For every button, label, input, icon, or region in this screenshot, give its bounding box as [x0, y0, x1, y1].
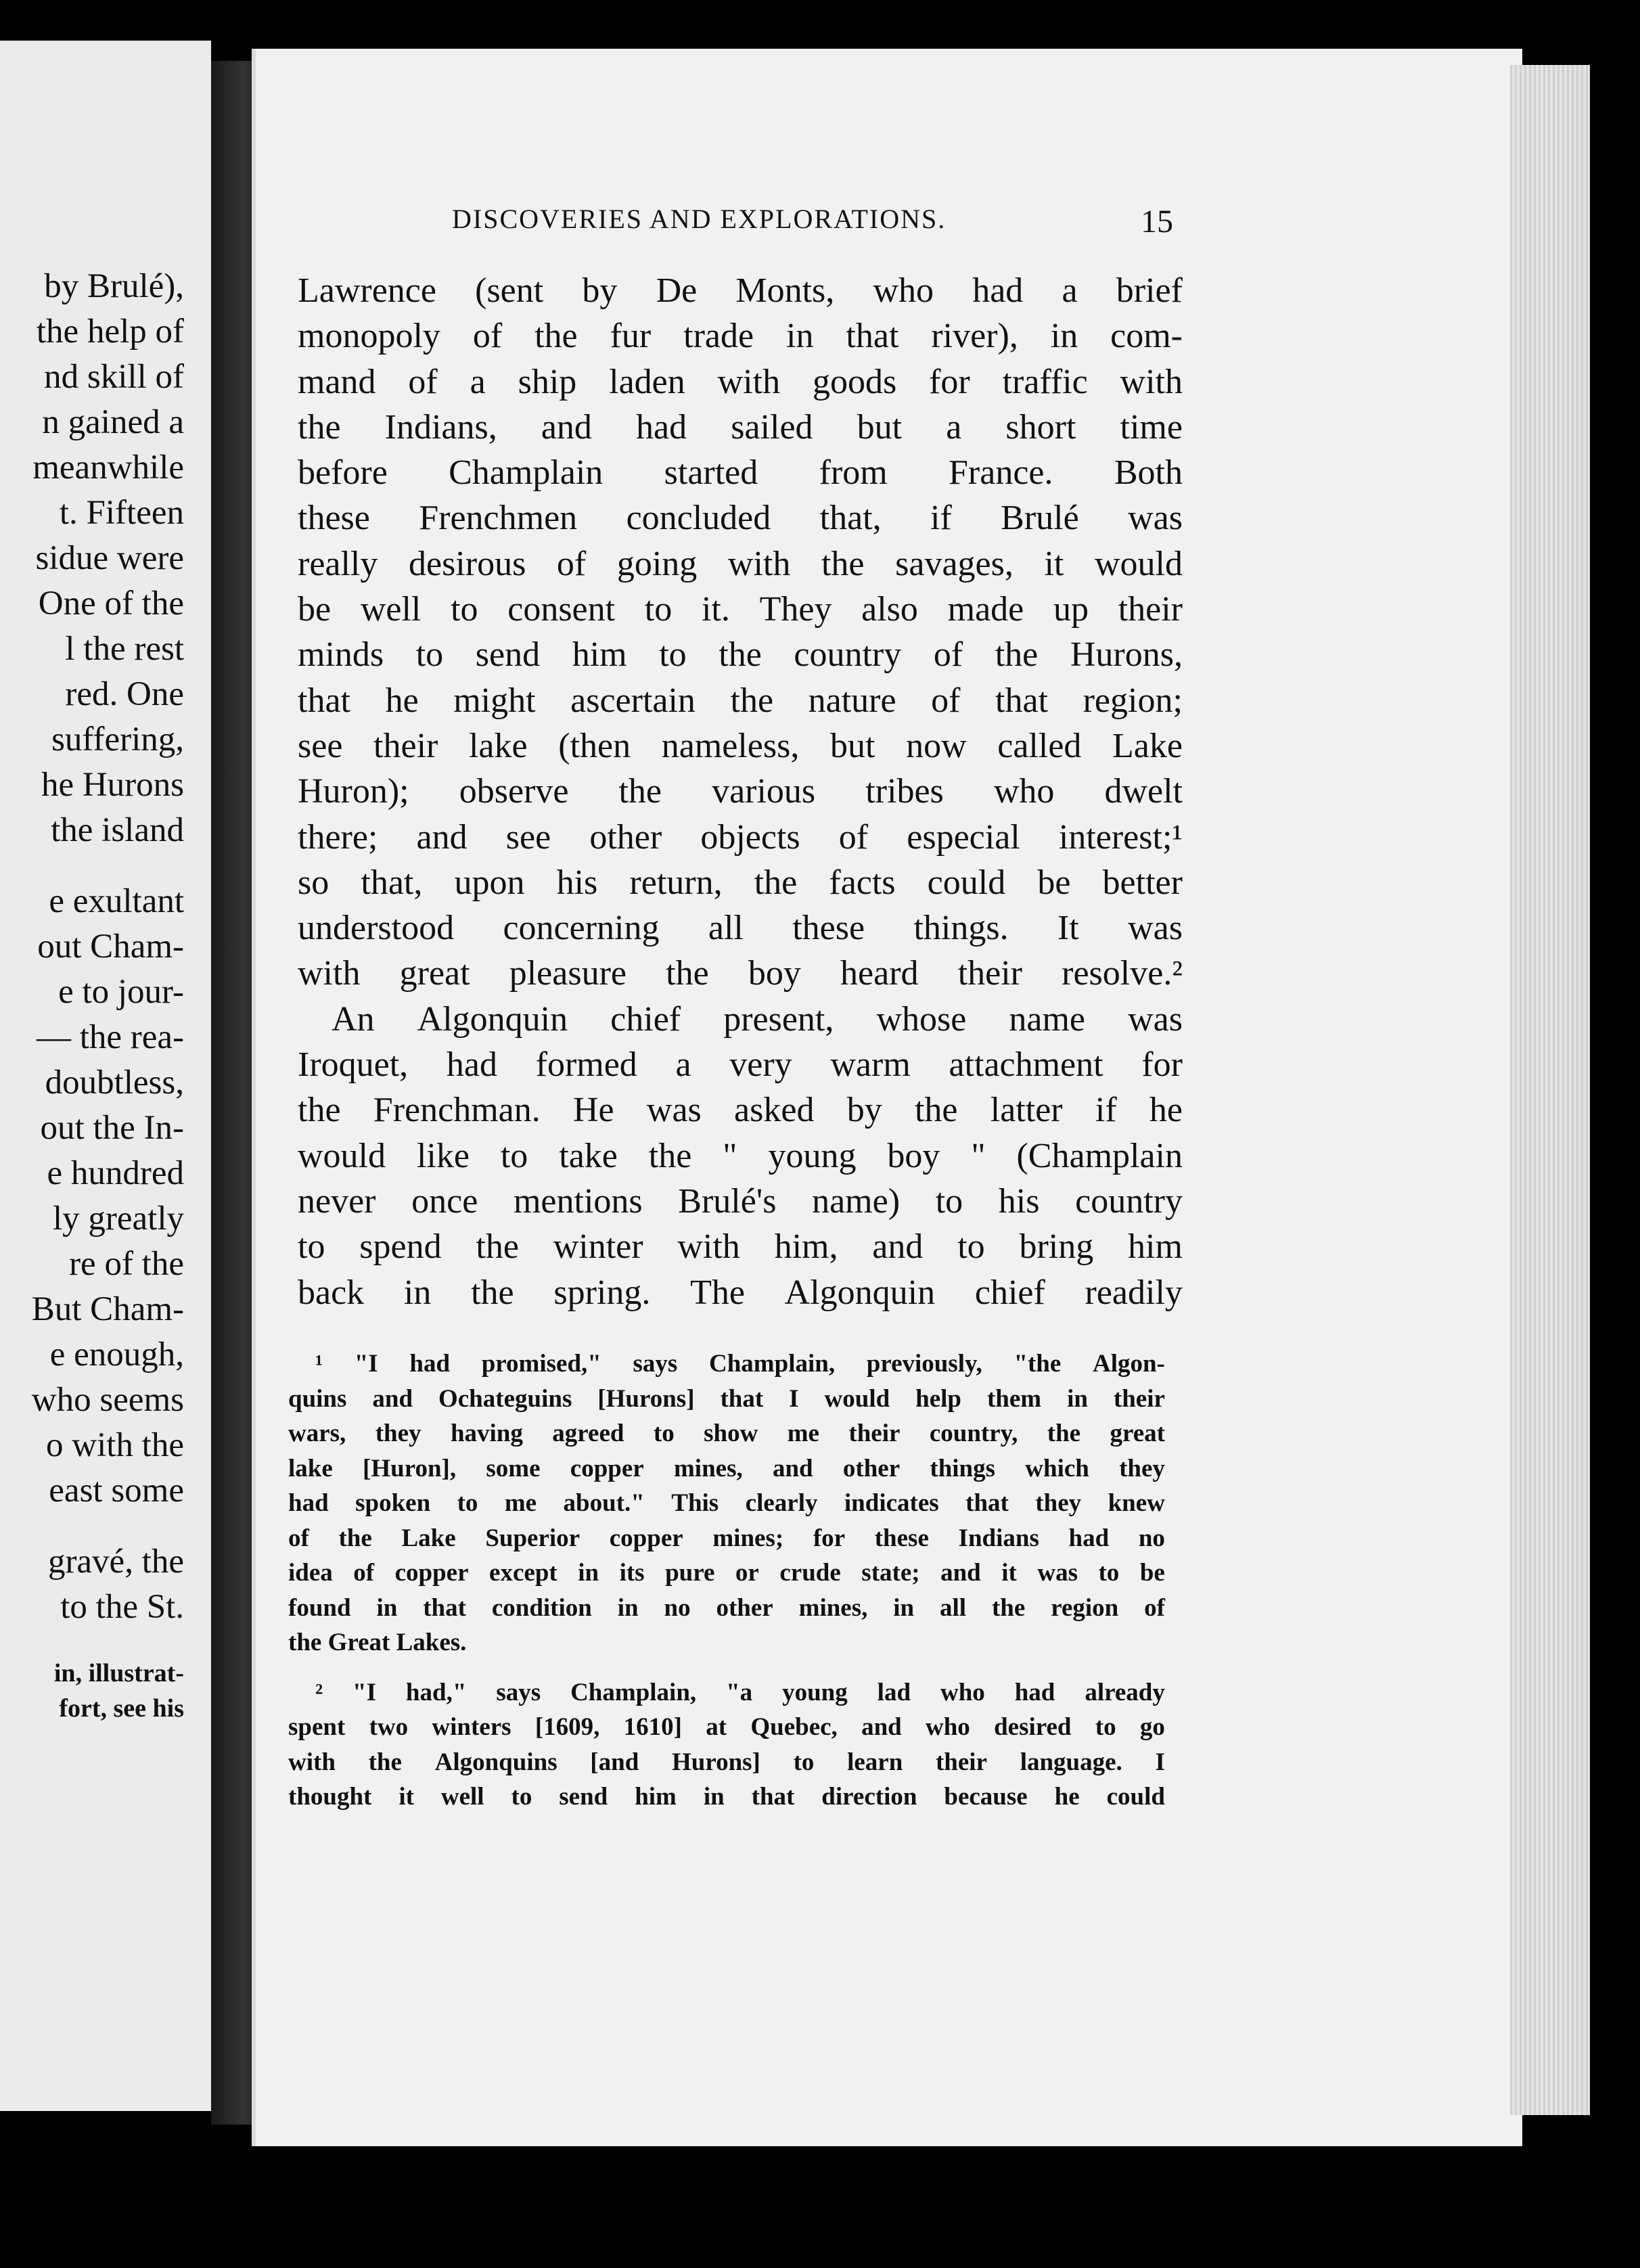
body-line: the Indians, and had sailed but a short time [298, 407, 1183, 447]
body-line: mand of a ship laden with goods for traffic with [298, 362, 1183, 401]
body-line: monopoly of the fur trade in that river), in com- [298, 317, 1183, 356]
footnote-line: had spoken to me about." This clearly indicates that they knew [288, 1489, 1165, 1517]
left-page-line: to the St. [60, 1588, 184, 1626]
left-page-line: One of the [38, 585, 184, 622]
left-page-line: red. One [65, 675, 184, 713]
left-page-line: out Cham- [37, 928, 184, 966]
left-page-line [0, 1514, 184, 1539]
body-text [298, 268, 1183, 1315]
left-page-line: doubtless, [45, 1064, 184, 1102]
left-page-line: nd skill of [44, 358, 184, 396]
left-page-line: o with the [46, 1426, 184, 1464]
left-page-line: n gained a [42, 403, 184, 441]
footnote-line: thought it well to send him in that direction because he could [288, 1783, 1165, 1811]
body-line: back in the spring. The Algonquin chief readily [298, 1273, 1183, 1312]
left-page-spacer [0, 1630, 184, 1656]
footnote-line: spent two winters [1609, 1610] at Quebec, and who desired to go [288, 1713, 1165, 1741]
body-line: understood concerning all these things. It was [298, 909, 1183, 948]
footnote-line: idea of copper except in its pure or crude state; and it was to be [288, 1559, 1165, 1587]
page-number: 15 [1141, 204, 1173, 240]
left-page-line: e enough, [49, 1336, 184, 1374]
footnote-line: of the Lake Superior copper mines; for these Indians had no [288, 1524, 1165, 1552]
body-line: Lawrence (sent by De Monts, who had a brief [298, 271, 1183, 310]
footnote-line: ² "I had," says Champlain, "a young lad who had already [315, 1678, 1165, 1706]
body-line: these Frenchmen concluded that, if Brulé was [298, 499, 1183, 538]
footnote-line: wars, they having agreed to show me their country, the great [288, 1420, 1165, 1447]
footnote-line: found in that condition in no other mines, in all the region of [288, 1593, 1165, 1622]
body-line: the Frenchman. He was asked by the latter if he [298, 1091, 1183, 1130]
body-line: would like to take the " young boy " (Champlain [298, 1136, 1183, 1175]
footnote-line: ¹ "I had promised," says Champlain, previously, "the Algon- [315, 1350, 1165, 1378]
left-page-line: meanwhile [32, 449, 184, 486]
left-page-footnote-line: fort, see his [59, 1694, 184, 1723]
left-page-line: e to jour- [58, 973, 184, 1011]
left-page-line: by Brulé), [44, 267, 184, 305]
left-page-line: l the rest [65, 630, 184, 668]
footnote-line: the Great Lakes. [288, 1629, 467, 1656]
body-line: never once mentions Brulé's name) to his country [298, 1181, 1183, 1221]
left-page-line: suffering, [51, 721, 184, 758]
footnote-line: lake [Huron], some copper mines, and other things which they [288, 1454, 1165, 1482]
body-line: see their lake (then nameless, but now called Lake [298, 726, 1183, 765]
body-line: before Champlain started from France. Both [298, 453, 1183, 493]
left-page-line: re of the [69, 1245, 184, 1283]
body-line: so that, upon his return, the facts could be better [298, 863, 1183, 902]
body-line: there; and see other objects of especial interest;¹ [298, 817, 1183, 857]
body-line: minds to send him to the country of the Hurons, [298, 635, 1183, 675]
footnote-line: with the Algonquins [and Hurons] to learn their language. I [288, 1748, 1165, 1776]
left-page-line: t. Fifteen [59, 494, 184, 532]
left-page-line: e exultant [49, 882, 184, 920]
body-line: be well to consent to it. They also made up their [298, 590, 1183, 629]
left-page-text [0, 264, 184, 1726]
page-edges [1510, 65, 1590, 2115]
body-line: to spend the winter with him, and to bring him [298, 1227, 1183, 1267]
body-line: really desirous of going with the savages, it would [298, 544, 1183, 583]
left-page-line: east some [49, 1472, 184, 1510]
body-line: Huron); observe the various tribes who dwelt [298, 772, 1183, 811]
left-page-line: who seems [31, 1381, 184, 1419]
body-line: with great pleasure the boy heard their resolve.² [298, 954, 1183, 993]
left-page-line: ly greatly [52, 1200, 184, 1238]
left-page-line: the help of [36, 313, 184, 350]
left-page-line: he Hurons [41, 766, 184, 804]
left-page [0, 41, 211, 2111]
left-page-line: gravé, the [47, 1543, 184, 1581]
footnote-line: quins and Ochateguins [Hurons] that I would help them in their [288, 1384, 1165, 1413]
left-page-line: — the rea- [36, 1018, 184, 1056]
left-page-line: the island [51, 811, 184, 849]
footnote-2 [288, 1675, 1165, 1815]
body-line: An Algonquin chief present, whose name was [332, 999, 1183, 1039]
left-page-line: out the In- [40, 1109, 184, 1147]
footnote-1 [288, 1346, 1165, 1660]
body-line: Iroquet, had formed a very warm attachment for [298, 1045, 1183, 1085]
left-page-line: But Cham- [31, 1290, 184, 1328]
body-line: that he might ascertain the nature of that region; [298, 681, 1183, 720]
left-page-line: sidue were [35, 539, 184, 577]
left-page-footnote-line: in, illustrat- [53, 1659, 184, 1687]
footnotes [288, 1346, 1165, 1830]
left-page-line [0, 853, 184, 879]
running-head: DISCOVERIES AND EXPLORATIONS. [452, 204, 947, 234]
left-page-line: e hundred [47, 1154, 184, 1192]
